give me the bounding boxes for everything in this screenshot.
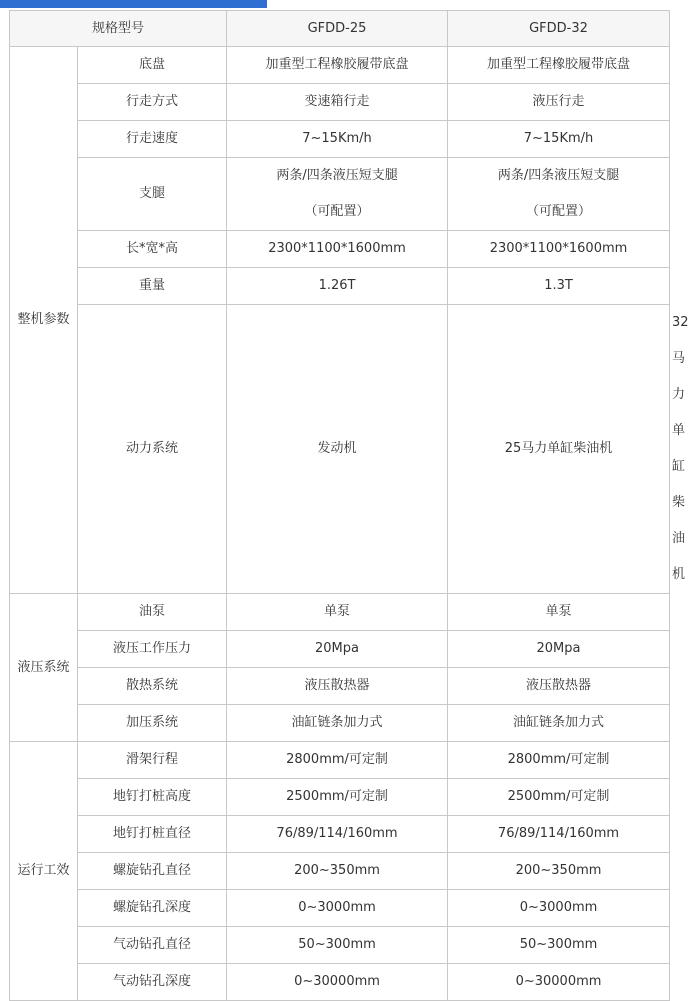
cell-a: 25马力单缸柴油机 [448, 305, 670, 594]
cell-b: 单泵 [448, 594, 670, 631]
row-label: 行走方式 [78, 84, 227, 121]
row-label: 气动钻孔直径 [78, 927, 227, 964]
cell-a: 2500mm/可定制 [227, 779, 448, 816]
group-operation: 运行工效 [10, 742, 78, 1001]
cell-b: 2500mm/可定制 [448, 779, 670, 816]
header-model-b: GFDD-32 [448, 11, 670, 47]
table-row [10, 964, 670, 1001]
cell-a: 200~350mm [227, 853, 448, 890]
cell-b: 200~350mm [448, 853, 670, 890]
table-row [10, 668, 670, 705]
table-row: 动力系统 发动机 25马力单缸柴油机 32马力单缸柴油机 [10, 305, 670, 594]
spec-table [9, 10, 689, 1001]
group-power: 动力系统 [78, 305, 227, 594]
row-label: 支腿 [78, 158, 227, 231]
row-label: 行走速度 [78, 121, 227, 158]
cell-a: 加重型工程橡胶履带底盘 [227, 47, 448, 84]
cell-a: 0~30000mm [227, 964, 448, 1001]
cell-a-line2: （可配置） [304, 204, 370, 219]
group-hydraulic: 液压系统 [10, 594, 78, 742]
table-row [10, 121, 670, 158]
row-label: 螺旋钻孔直径 [78, 853, 227, 890]
table-header-row [10, 11, 670, 47]
cell-a: 7~15Km/h [227, 121, 448, 158]
cell-a: 20Mpa [227, 631, 448, 668]
cell-a: 0~3000mm [227, 890, 448, 927]
row-label: 长*宽*高 [78, 231, 227, 268]
cell-b: 7~15Km/h [448, 121, 670, 158]
table-row [10, 853, 670, 890]
table-row [10, 158, 670, 231]
cell-a: 油缸链条加力式 [227, 705, 448, 742]
cell-b: 2800mm/可定制 [448, 742, 670, 779]
cell-a: 1.26T [227, 268, 448, 305]
cell-a: 液压散热器 [227, 668, 448, 705]
cell-b-line1: 两条/四条液压短支腿 [497, 168, 620, 183]
row-label: 底盘 [78, 47, 227, 84]
table-row [10, 268, 670, 305]
cell-b: 液压散热器 [448, 668, 670, 705]
cell-b: 50~300mm [448, 927, 670, 964]
table-row [10, 742, 670, 779]
row-label: 发动机 [227, 305, 448, 594]
row-label: 加压系统 [78, 705, 227, 742]
table-row [10, 816, 670, 853]
cell-b [448, 158, 670, 231]
cell-b: 76/89/114/160mm [448, 816, 670, 853]
table-row [10, 231, 670, 268]
cell-b: 1.3T [448, 268, 670, 305]
table-row [10, 779, 670, 816]
row-label: 液压工作压力 [78, 631, 227, 668]
cell-a: 2300*1100*1600mm [227, 231, 448, 268]
cell-a [227, 158, 448, 231]
cell-b: 加重型工程橡胶履带底盘 [448, 47, 670, 84]
row-label: 重量 [78, 268, 227, 305]
row-label: 螺旋钻孔深度 [78, 890, 227, 927]
cell-b: 油缸链条加力式 [448, 705, 670, 742]
cell-a: 2800mm/可定制 [227, 742, 448, 779]
cell-a: 76/89/114/160mm [227, 816, 448, 853]
row-label: 地钉打桩直径 [78, 816, 227, 853]
header-model-a: GFDD-25 [227, 11, 448, 47]
top-accent-bar [0, 0, 267, 8]
cell-b: 20Mpa [448, 631, 670, 668]
cell-a: 单泵 [227, 594, 448, 631]
cell-a: 变速箱行走 [227, 84, 448, 121]
table-row [10, 631, 670, 668]
row-label: 油泵 [78, 594, 227, 631]
table-row [10, 927, 670, 964]
row-label: 滑架行程 [78, 742, 227, 779]
row-label: 散热系统 [78, 668, 227, 705]
group-machine: 整机参数 [10, 47, 78, 594]
cell-b: 液压行走 [448, 84, 670, 121]
row-label: 气动钻孔深度 [78, 964, 227, 1001]
table-row [10, 47, 670, 84]
table-row [10, 84, 670, 121]
row-label: 地钉打桩高度 [78, 779, 227, 816]
cell-b: 0~30000mm [448, 964, 670, 1001]
cell-b: 0~3000mm [448, 890, 670, 927]
cell-a: 50~300mm [227, 927, 448, 964]
table-row [10, 594, 670, 631]
cell-a-line1: 两条/四条液压短支腿 [276, 168, 398, 183]
table-row [10, 705, 670, 742]
table-row [10, 890, 670, 927]
cell-b: 2300*1100*1600mm [448, 231, 670, 268]
header-spec: 规格型号 [10, 11, 227, 47]
cell-b-line2: （可配置） [526, 204, 592, 219]
